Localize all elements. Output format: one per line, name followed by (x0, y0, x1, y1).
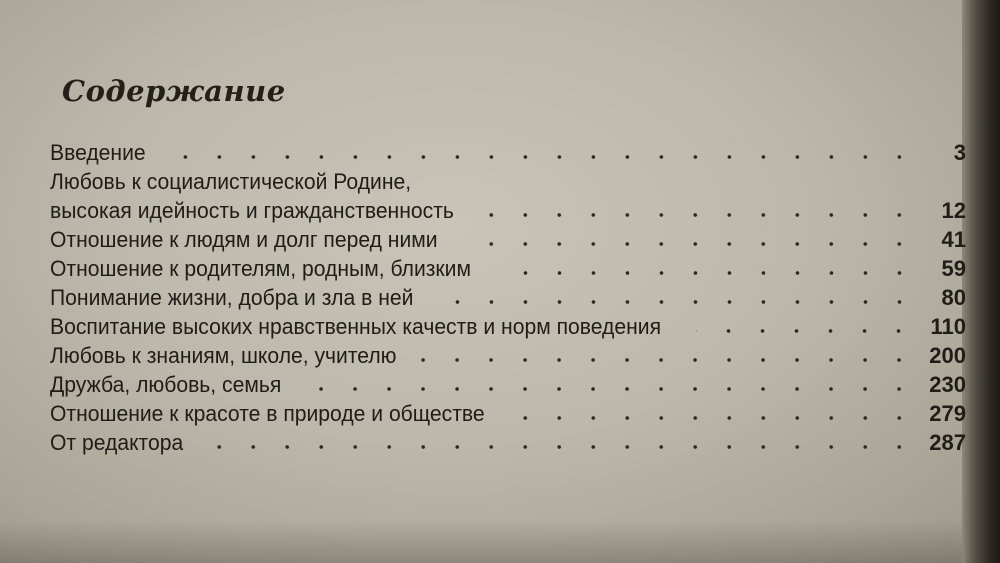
toc-entry (50, 312, 966, 341)
toc-dot-leader (696, 329, 916, 333)
toc-entry-title: Понимание жизни, добра и зла в ней (50, 285, 414, 310)
toc-dot-leader (160, 155, 916, 159)
page-title: Содержание (62, 74, 286, 108)
toc-page-number: 3 (953, 140, 966, 165)
toc-entry (50, 196, 966, 225)
toc-entry-title: Любовь к знаниям, школе, учителю (50, 343, 397, 368)
toc-entry-title: высокая идейность и гражданственность (50, 198, 454, 223)
toc-page-number: 80 (941, 285, 966, 310)
toc-entry-title: Дружба, любовь, семья (50, 372, 282, 397)
toc-entry (50, 370, 966, 399)
toc-entry (50, 254, 966, 283)
toc-dot-leader (199, 445, 916, 449)
page-edge-shadow (962, 0, 1000, 563)
toc-entry (50, 399, 966, 428)
toc-dot-leader (421, 358, 916, 362)
toc-entry-title: От редактора (50, 430, 184, 455)
toc-entry (50, 225, 966, 254)
toc-entry (50, 167, 966, 196)
page-bottom-shadow (0, 520, 962, 563)
toc-entry-title: Введение (50, 140, 146, 165)
toc-entry (50, 138, 966, 167)
toc-page-number: 200 (929, 343, 966, 368)
toc-entry-title: Любовь к социалистической Родине, (50, 169, 412, 194)
toc-page-number: 110 (930, 314, 966, 339)
toc-entry (50, 283, 966, 312)
toc-dot-leader (439, 300, 916, 304)
toc-entry-title: Отношение к людям и долг перед ними (50, 227, 438, 252)
toc-dot-leader (464, 242, 916, 246)
toc-entry (50, 341, 966, 370)
toc-dot-leader (513, 416, 916, 420)
toc-entry-title: Отношение к родителям, родным, близким (50, 256, 471, 281)
toc-page-number: 41 (941, 227, 966, 252)
toc-page-number: 12 (941, 198, 966, 223)
toc-entry-title: Воспитание высоких нравственных качеств и норм поведения (50, 314, 662, 339)
toc-page-number: 59 (941, 256, 966, 281)
toc-entry (50, 428, 966, 457)
toc-dot-leader (301, 387, 916, 391)
table-of-contents (50, 138, 966, 457)
toc-page-number: 230 (929, 372, 966, 397)
toc-page-number: 279 (929, 401, 966, 426)
toc-dot-leader (481, 213, 916, 217)
toc-dot-leader (499, 271, 916, 275)
toc-page-number: 287 (929, 430, 966, 455)
toc-entry-title: Отношение к красоте в природе и обществе (50, 401, 485, 426)
